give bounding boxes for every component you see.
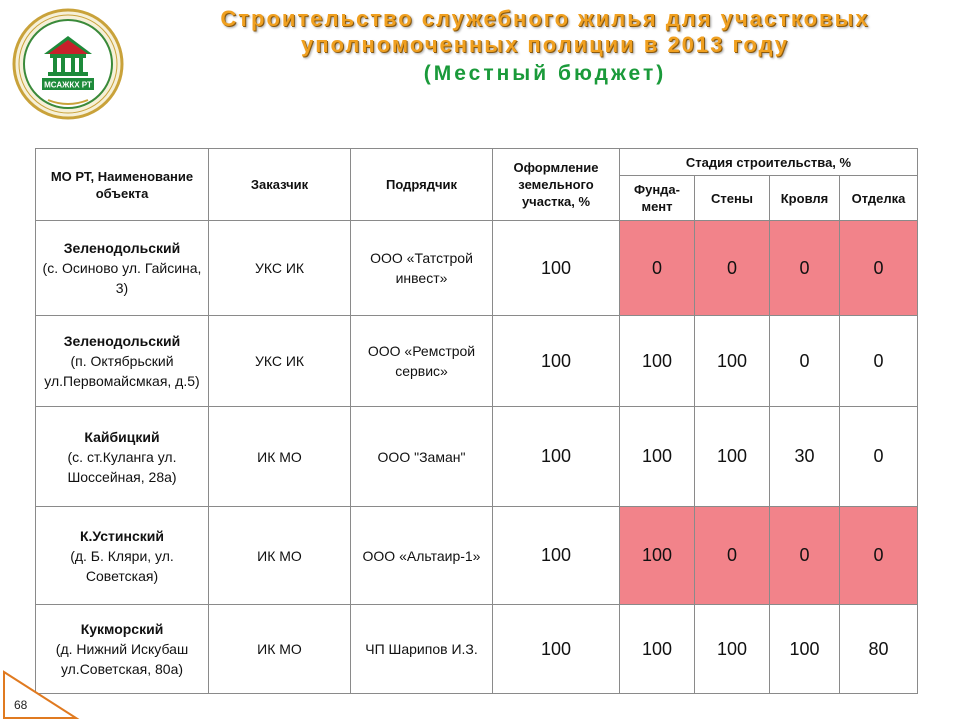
object-cell	[36, 507, 209, 605]
contractor-cell: ООО "Заман"	[351, 407, 493, 507]
foundation-cell: 100	[620, 316, 695, 407]
ministry-logo	[12, 8, 124, 120]
customer-cell: ИК МО	[209, 605, 351, 694]
object-address: (п. Октябрьский ул.Первомайсмкая, д.5)	[44, 353, 200, 389]
object-name: Зеленодольский	[63, 333, 181, 349]
land-cell: 100	[493, 221, 620, 316]
header-roof: Кровля	[770, 176, 840, 221]
roof-cell: 0	[770, 221, 840, 316]
roof-cell: 30	[770, 407, 840, 507]
contractor-cell: ООО «Татстрой инвест»	[351, 221, 493, 316]
object-cell	[36, 407, 209, 507]
customer-cell: УКС ИК	[209, 316, 351, 407]
finish-cell: 0	[840, 407, 918, 507]
roof-cell: 0	[770, 316, 840, 407]
land-cell: 100	[493, 507, 620, 605]
walls-cell: 100	[695, 407, 770, 507]
contractor-cell: ЧП Шарипов И.З.	[351, 605, 493, 694]
customer-cell: ИК МО	[209, 507, 351, 605]
object-name: К.Устинский	[80, 527, 164, 544]
finish-cell: 0	[840, 507, 918, 605]
table-row	[36, 507, 918, 605]
header-land: Оформление земельного участка, %	[493, 149, 620, 221]
header-contractor: Подрядчик	[351, 149, 493, 221]
walls-cell: 0	[695, 507, 770, 605]
land-cell: 100	[493, 407, 620, 507]
object-name: Кайбицкий	[84, 428, 160, 445]
foundation-cell: 100	[620, 407, 695, 507]
table-row	[36, 407, 918, 507]
land-cell: 100	[493, 605, 620, 694]
svg-text:МСАЖКХ РТ: МСАЖКХ РТ	[44, 80, 92, 90]
walls-cell: 0	[695, 221, 770, 316]
land-cell: 100	[493, 316, 620, 407]
object-cell	[36, 221, 209, 316]
title-block	[130, 6, 960, 88]
customer-cell: ИК МО	[209, 407, 351, 507]
contractor-cell: ООО «Альтаир-1»	[351, 507, 493, 605]
foundation-cell: 0	[620, 221, 695, 316]
finish-cell: 0	[840, 316, 918, 407]
page-number: 68	[14, 698, 28, 712]
object-address: (с. Осиново ул. Гайсина, 3)	[42, 260, 202, 296]
walls-cell: 100	[695, 605, 770, 694]
foundation-cell: 100	[620, 605, 695, 694]
page-number-corner	[0, 668, 80, 720]
contractor-cell: ООО «Ремстрой сервис»	[351, 316, 493, 407]
construction-table	[35, 148, 918, 694]
header-stage: Стадия строительства, %	[620, 149, 918, 176]
object-name: Кукморский	[80, 621, 164, 637]
finish-cell: 80	[840, 605, 918, 694]
header-foundation: Фунда-мент	[620, 176, 695, 221]
object-address: (с. ст.Куланга ул. Шоссейная, 28а)	[67, 448, 177, 485]
table-row	[36, 221, 918, 316]
header-walls: Стены	[695, 176, 770, 221]
page-subtitle: (Местный бюджет)	[423, 62, 667, 85]
page-title-line-1: Строительство служебного жилья для участковых	[220, 6, 870, 31]
emblem-icon	[12, 8, 124, 120]
finish-cell: 0	[840, 221, 918, 316]
walls-cell: 100	[695, 316, 770, 407]
roof-cell: 100	[770, 605, 840, 694]
object-cell	[36, 316, 209, 407]
object-name: Зеленодольский	[63, 240, 181, 256]
page-corner-icon	[0, 668, 80, 720]
table-row	[36, 605, 918, 694]
header-customer: Заказчик	[209, 149, 351, 221]
header-object: МО РТ, Наименование объекта	[36, 149, 209, 221]
object-address: (д. Нижний Искубаш ул.Советская, 80а)	[55, 641, 189, 677]
object-address: (д. Б. Кляри, ул. Советская)	[70, 547, 174, 584]
header-finish: Отделка	[840, 176, 918, 221]
roof-cell: 0	[770, 507, 840, 605]
page-title-line-2: уполномоченных полиции в 2013 году	[301, 32, 789, 57]
customer-cell: УКС ИК	[209, 221, 351, 316]
table-row	[36, 316, 918, 407]
foundation-cell: 100	[620, 507, 695, 605]
